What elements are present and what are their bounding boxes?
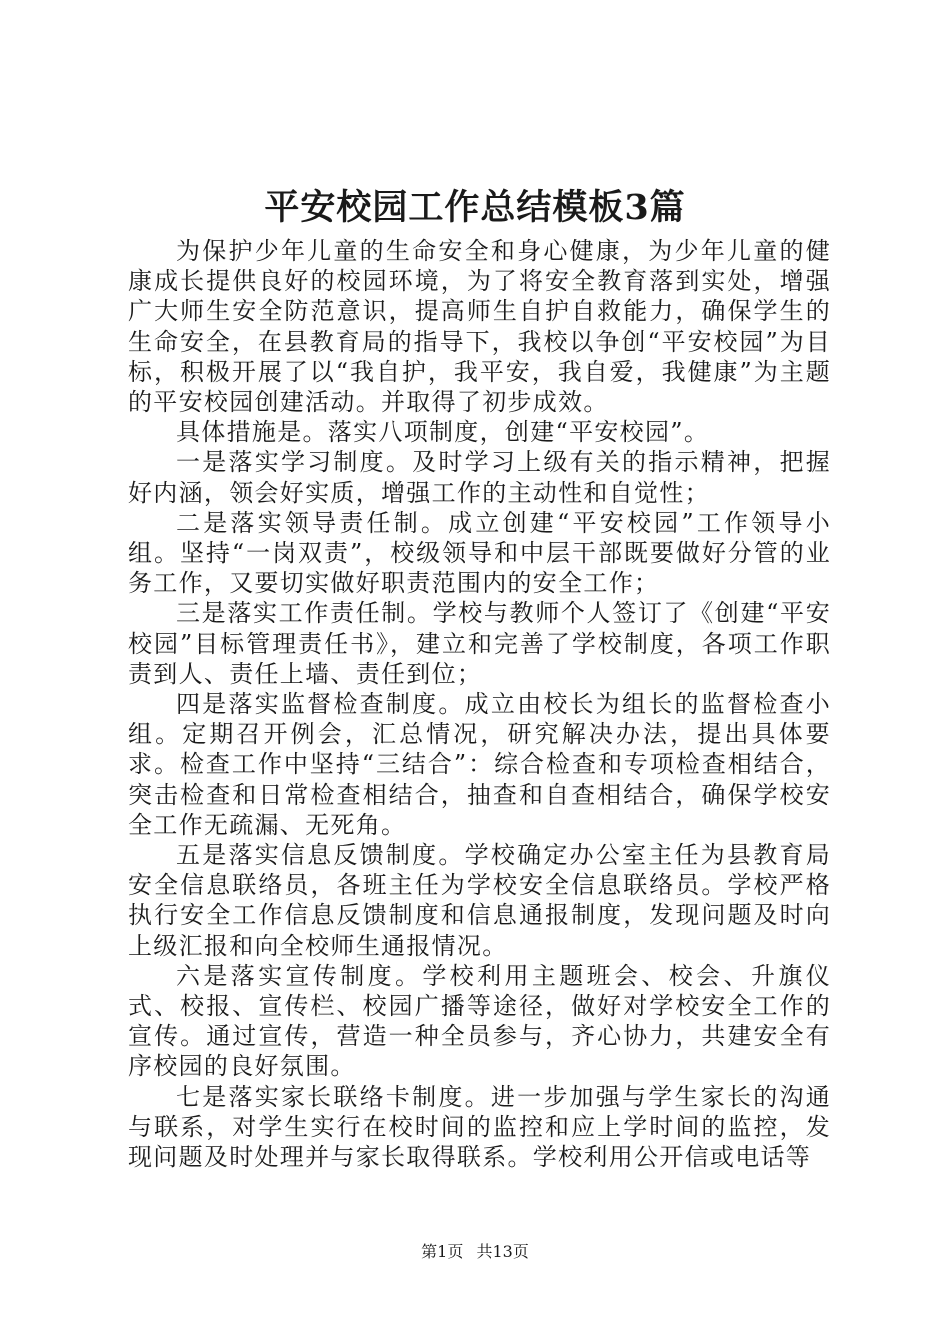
paragraph-item-3: 三是落实工作责任制。学校与教师个人签订了《创建“平安校园”目标管理责任书》，建立和完善了学校制度，各项工作职责到人、责任上墙、责任到位； xyxy=(128,599,831,688)
document-body xyxy=(128,236,831,1172)
paragraph-intro: 为保护少年儿童的生命安全和身心健康，为少年儿童的健康成长提供良好的校园环境，为了将安全教育落到实处，增强广大师生安全防范意识，提高师生自护自救能力，确保学生的生命安全，在县教育局的指导下，我校以争创“平安校园”为目标，积极开展了以“我自护，我平安，我自爱，我健康”为主题的平安校园创建活动。并取得了初步成效。 xyxy=(128,237,831,417)
paragraph-item-1: 一是落实学习制度。及时学习上级有关的指示精神，把握好内涵，领会好实质，增强工作的主动性和自觉性； xyxy=(128,448,831,507)
page-number: 第1页 xyxy=(421,1242,464,1261)
paragraph-measures: 具体措施是。落实八项制度，创建“平安校园”。 xyxy=(176,418,710,447)
paragraph-item-2: 二是落实领导责任制。成立创建“平安校园”工作领导小组。坚持“一岗双责”，校级领导和中层干部既要做好分管的业务工作，又要切实做好职责范围内的安全工作； xyxy=(128,508,831,598)
paragraph-item-7: 七是落实家长联络卡制度。进一步加强与学生家长的沟通与联系，对学生实行在校时间的监控和应上学时间的监控，发现问题及时处理并与家长取得联系。学校利用公开信或电话等 xyxy=(128,1082,831,1172)
paragraph-item-4: 四是落实监督检查制度。成立由校长为组长的监督检查小组。定期召开例会，汇总情况，研究解决办法，提出具体要求。检查工作中坚持“三结合”：综合检查和专项检查相结合，突击检查和日常检查相结合，抽查和自查相结合，确保学校安全工作无疏漏、无死角。 xyxy=(128,690,831,839)
page-total: 共13页 xyxy=(476,1242,529,1261)
document-title: 平安校园工作总结模板3篇 xyxy=(264,187,686,228)
paragraph-item-6: 六是落实宣传制度。学校利用主题班会、校会、升旗仪式、校报、宣传栏、校园广播等途径，做好对学校安全工作的宣传。通过宣传，营造一种全员参与，齐心协力，共建安全有序校园的良好氛围。 xyxy=(128,961,831,1081)
page-footer xyxy=(0,1241,950,1263)
paragraph-item-5: 五是落实信息反馈制度。学校确定办公室主任为县教育局安全信息联络员，各班主任为学校安全信息联络员。学校严格执行安全工作信息反馈制度和信息通报制度，发现问题及时向上级汇报和向全校师生通报情况。 xyxy=(128,841,831,960)
